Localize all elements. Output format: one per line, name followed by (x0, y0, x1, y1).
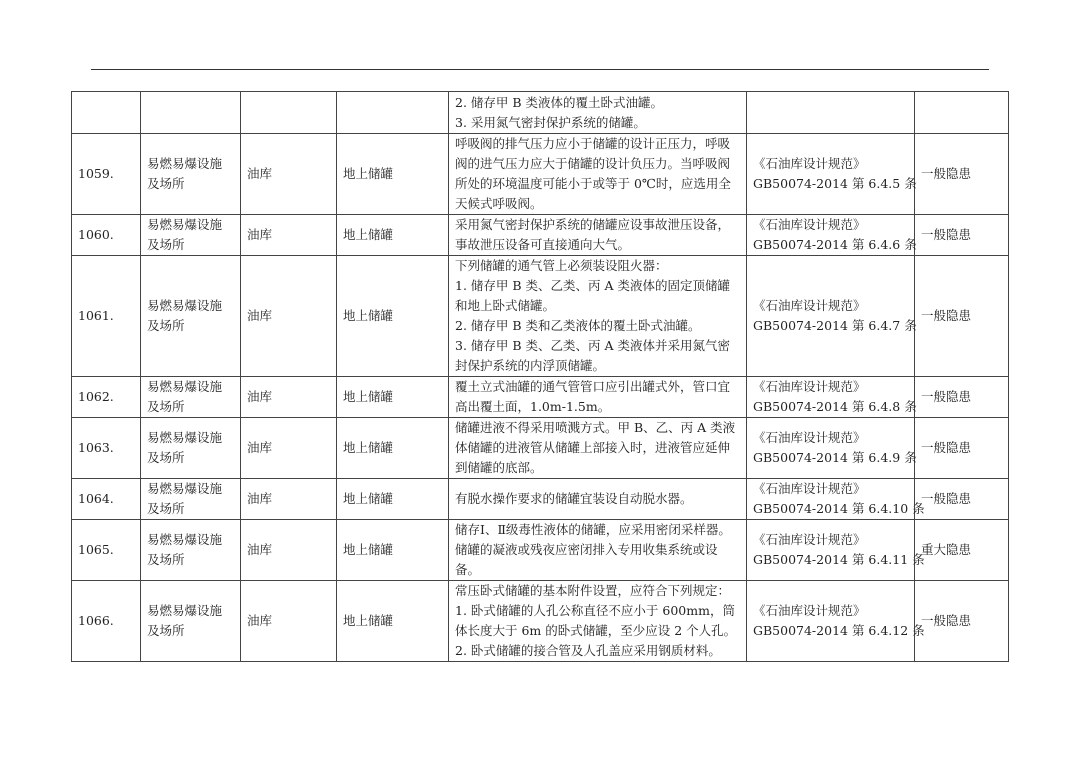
cell-number: 1065. (72, 520, 141, 581)
cell-category: 易燃易爆设施及场所 (141, 479, 241, 520)
cell-basis (747, 134, 915, 215)
cell-requirement (449, 134, 747, 215)
basis-standard: 《石油库设计规范》 (753, 603, 866, 618)
table-row (72, 581, 1009, 662)
cell-requirement (449, 479, 747, 520)
cell-basis (747, 418, 915, 479)
cell-number: 1059. (72, 134, 141, 215)
table-row (72, 520, 1009, 581)
cell-requirement (449, 418, 747, 479)
basis-standard: 《石油库设计规范》 (753, 156, 866, 171)
basis-clause: GB50074-2014 第 6.4.10 条 (753, 501, 925, 516)
cell-level: 一般隐患 (915, 377, 1009, 418)
page-header-rule (91, 69, 989, 70)
cell-category: 易燃易爆设施及场所 (141, 256, 241, 377)
cell-level: 一般隐患 (915, 479, 1009, 520)
cell-number: 1062. (72, 377, 141, 418)
requirement-text: 呼吸阀的排气压力应小于储罐的设计正压力，呼吸阀的进气压力应大于储罐的设计负压力。当呼吸阀所处的环境温度可能小于或等于 0℃时，应选用全天候式呼吸阀。 (455, 136, 731, 211)
basis-standard: 《石油库设计规范》 (753, 217, 866, 232)
cell-level (915, 92, 1009, 134)
cell-basis (747, 377, 915, 418)
cell-location: 油库 (241, 581, 337, 662)
hazard-table (71, 91, 1009, 662)
cell-category: 易燃易爆设施及场所 (141, 520, 241, 581)
cell-level: 一般隐患 (915, 256, 1009, 377)
basis-clause: GB50074-2014 第 6.4.7 条 (753, 318, 917, 333)
cell-location (241, 92, 337, 134)
cell-level: 一般隐患 (915, 581, 1009, 662)
cell-requirement (449, 520, 747, 581)
cell-object: 地上储罐 (337, 581, 449, 662)
cell-basis (747, 479, 925, 520)
cell-category: 易燃易爆设施及场所 (141, 134, 241, 215)
requirement-line: 和地上卧式储罐。 (455, 298, 556, 313)
table-row (72, 215, 1009, 256)
requirement-line: 封保护系统的内浮顶储罐。 (455, 358, 606, 373)
cell-object: 地上储罐 (337, 134, 449, 215)
cell-level: 一般隐患 (915, 215, 1009, 256)
basis-clause: GB50074-2014 第 6.4.11 条 (753, 552, 925, 567)
cell-level: 一般隐患 (915, 418, 1009, 479)
cell-basis (747, 256, 915, 377)
cell-basis (747, 92, 915, 134)
cell-object: 地上储罐 (337, 256, 449, 377)
cell-requirement (449, 92, 747, 134)
table-row-continuation (72, 92, 1009, 134)
basis-clause: GB50074-2014 第 6.4.8 条 (753, 399, 917, 414)
requirement-line: 2. 储存甲 B 类和乙类液体的覆土卧式油罐。 (455, 318, 701, 333)
cell-requirement (449, 256, 747, 377)
cell-object: 地上储罐 (337, 479, 449, 520)
cell-basis (747, 520, 925, 581)
requirement-text: 有脱水操作要求的储罐宜装设自动脱水器。 (455, 491, 693, 506)
requirement-text: 采用氮气密封保护系统的储罐应设事故泄压设备，事故泄压设备可直接通向大气。 (455, 217, 731, 252)
basis-standard: 《石油库设计规范》 (753, 298, 866, 313)
requirement-line: 3. 储存甲 B 类、乙类、丙 A 类液体并采用氮气密 (455, 338, 731, 353)
cell-location: 油库 (241, 520, 337, 581)
cell-category: 易燃易爆设施及场所 (141, 377, 241, 418)
cell-location: 油库 (241, 134, 337, 215)
cell-number: 1063. (72, 418, 141, 479)
cell-requirement (449, 581, 747, 662)
basis-standard: 《石油库设计规范》 (753, 430, 866, 445)
requirement-text: 储存Ⅰ、Ⅱ级毒性液体的储罐，应采用密闭采样器。储罐的凝液或残夜应密闭排入专用收集系统或设备。 (455, 522, 731, 577)
requirement-line: 2. 卧式储罐的接合管及人孔盖应采用钢质材料。 (455, 643, 721, 658)
table-row (72, 479, 1009, 520)
cell-object: 地上储罐 (337, 215, 449, 256)
requirement-line: 1. 储存甲 B 类、乙类、丙 A 类液体的固定顶储罐 (455, 278, 731, 293)
cell-level: 重大隐患 (915, 520, 1009, 581)
cell-number: 1064. (72, 479, 141, 520)
basis-clause: GB50074-2014 第 6.4.5 条 (753, 176, 917, 191)
requirement-line: 1. 卧式储罐的人孔公称直径不应小于 600mm，筒 (455, 603, 735, 618)
requirement-line: 2. 储存甲 B 类液体的覆土卧式油罐。 (455, 94, 664, 110)
cell-category: 易燃易爆设施及场所 (141, 418, 241, 479)
table-row (72, 377, 1009, 418)
basis-standard: 《石油库设计规范》 (753, 532, 866, 547)
requirement-line: 下列储罐的通气管上必须装设阻火器： (455, 258, 668, 273)
cell-requirement (449, 377, 747, 418)
requirement-text: 覆土立式油罐的通气管管口应引出罐式外，管口宜高出覆土面，1.0m-1.5m。 (455, 379, 731, 414)
requirement-text: 储罐进液不得采用喷溅方式。甲 B、乙、丙 A 类液体储罐的进液管从储罐上部接入时，进液管应延伸到储罐的底部。 (455, 420, 736, 475)
cell-location: 油库 (241, 377, 337, 418)
cell-object: 地上储罐 (337, 377, 449, 418)
basis-clause: GB50074-2014 第 6.4.6 条 (753, 237, 917, 252)
cell-basis (747, 581, 925, 662)
cell-category: 易燃易爆设施及场所 (141, 215, 241, 256)
cell-category (141, 92, 241, 134)
requirement-line: 常压卧式储罐的基本附件设置，应符合下列规定： (455, 583, 731, 598)
cell-requirement (449, 215, 747, 256)
cell-object: 地上储罐 (337, 418, 449, 479)
cell-number: 1061. (72, 256, 141, 377)
cell-basis (747, 215, 915, 256)
basis-clause: GB50074-2014 第 6.4.12 条 (753, 623, 925, 638)
cell-level: 一般隐患 (915, 134, 1009, 215)
basis-standard: 《石油库设计规范》 (753, 379, 866, 394)
basis-clause: GB50074-2014 第 6.4.9 条 (753, 450, 917, 465)
cell-number: 1060. (72, 215, 141, 256)
cell-category: 易燃易爆设施及场所 (141, 581, 241, 662)
cell-location: 油库 (241, 256, 337, 377)
table-row (72, 418, 1009, 479)
cell-location: 油库 (241, 418, 337, 479)
requirement-line: 体长度大于 6m 的卧式储罐，至少应设 2 个人孔。 (455, 623, 737, 638)
cell-object (337, 92, 449, 134)
cell-number: 1066. (72, 581, 141, 662)
table-row (72, 134, 1009, 215)
cell-location: 油库 (241, 479, 337, 520)
cell-location: 油库 (241, 215, 337, 256)
cell-number (72, 92, 141, 134)
basis-standard: 《石油库设计规范》 (753, 481, 866, 496)
table-row (72, 256, 1009, 377)
requirement-line: 3. 采用氮气密封保护系统的储罐。 (455, 114, 646, 130)
cell-object: 地上储罐 (337, 520, 449, 581)
